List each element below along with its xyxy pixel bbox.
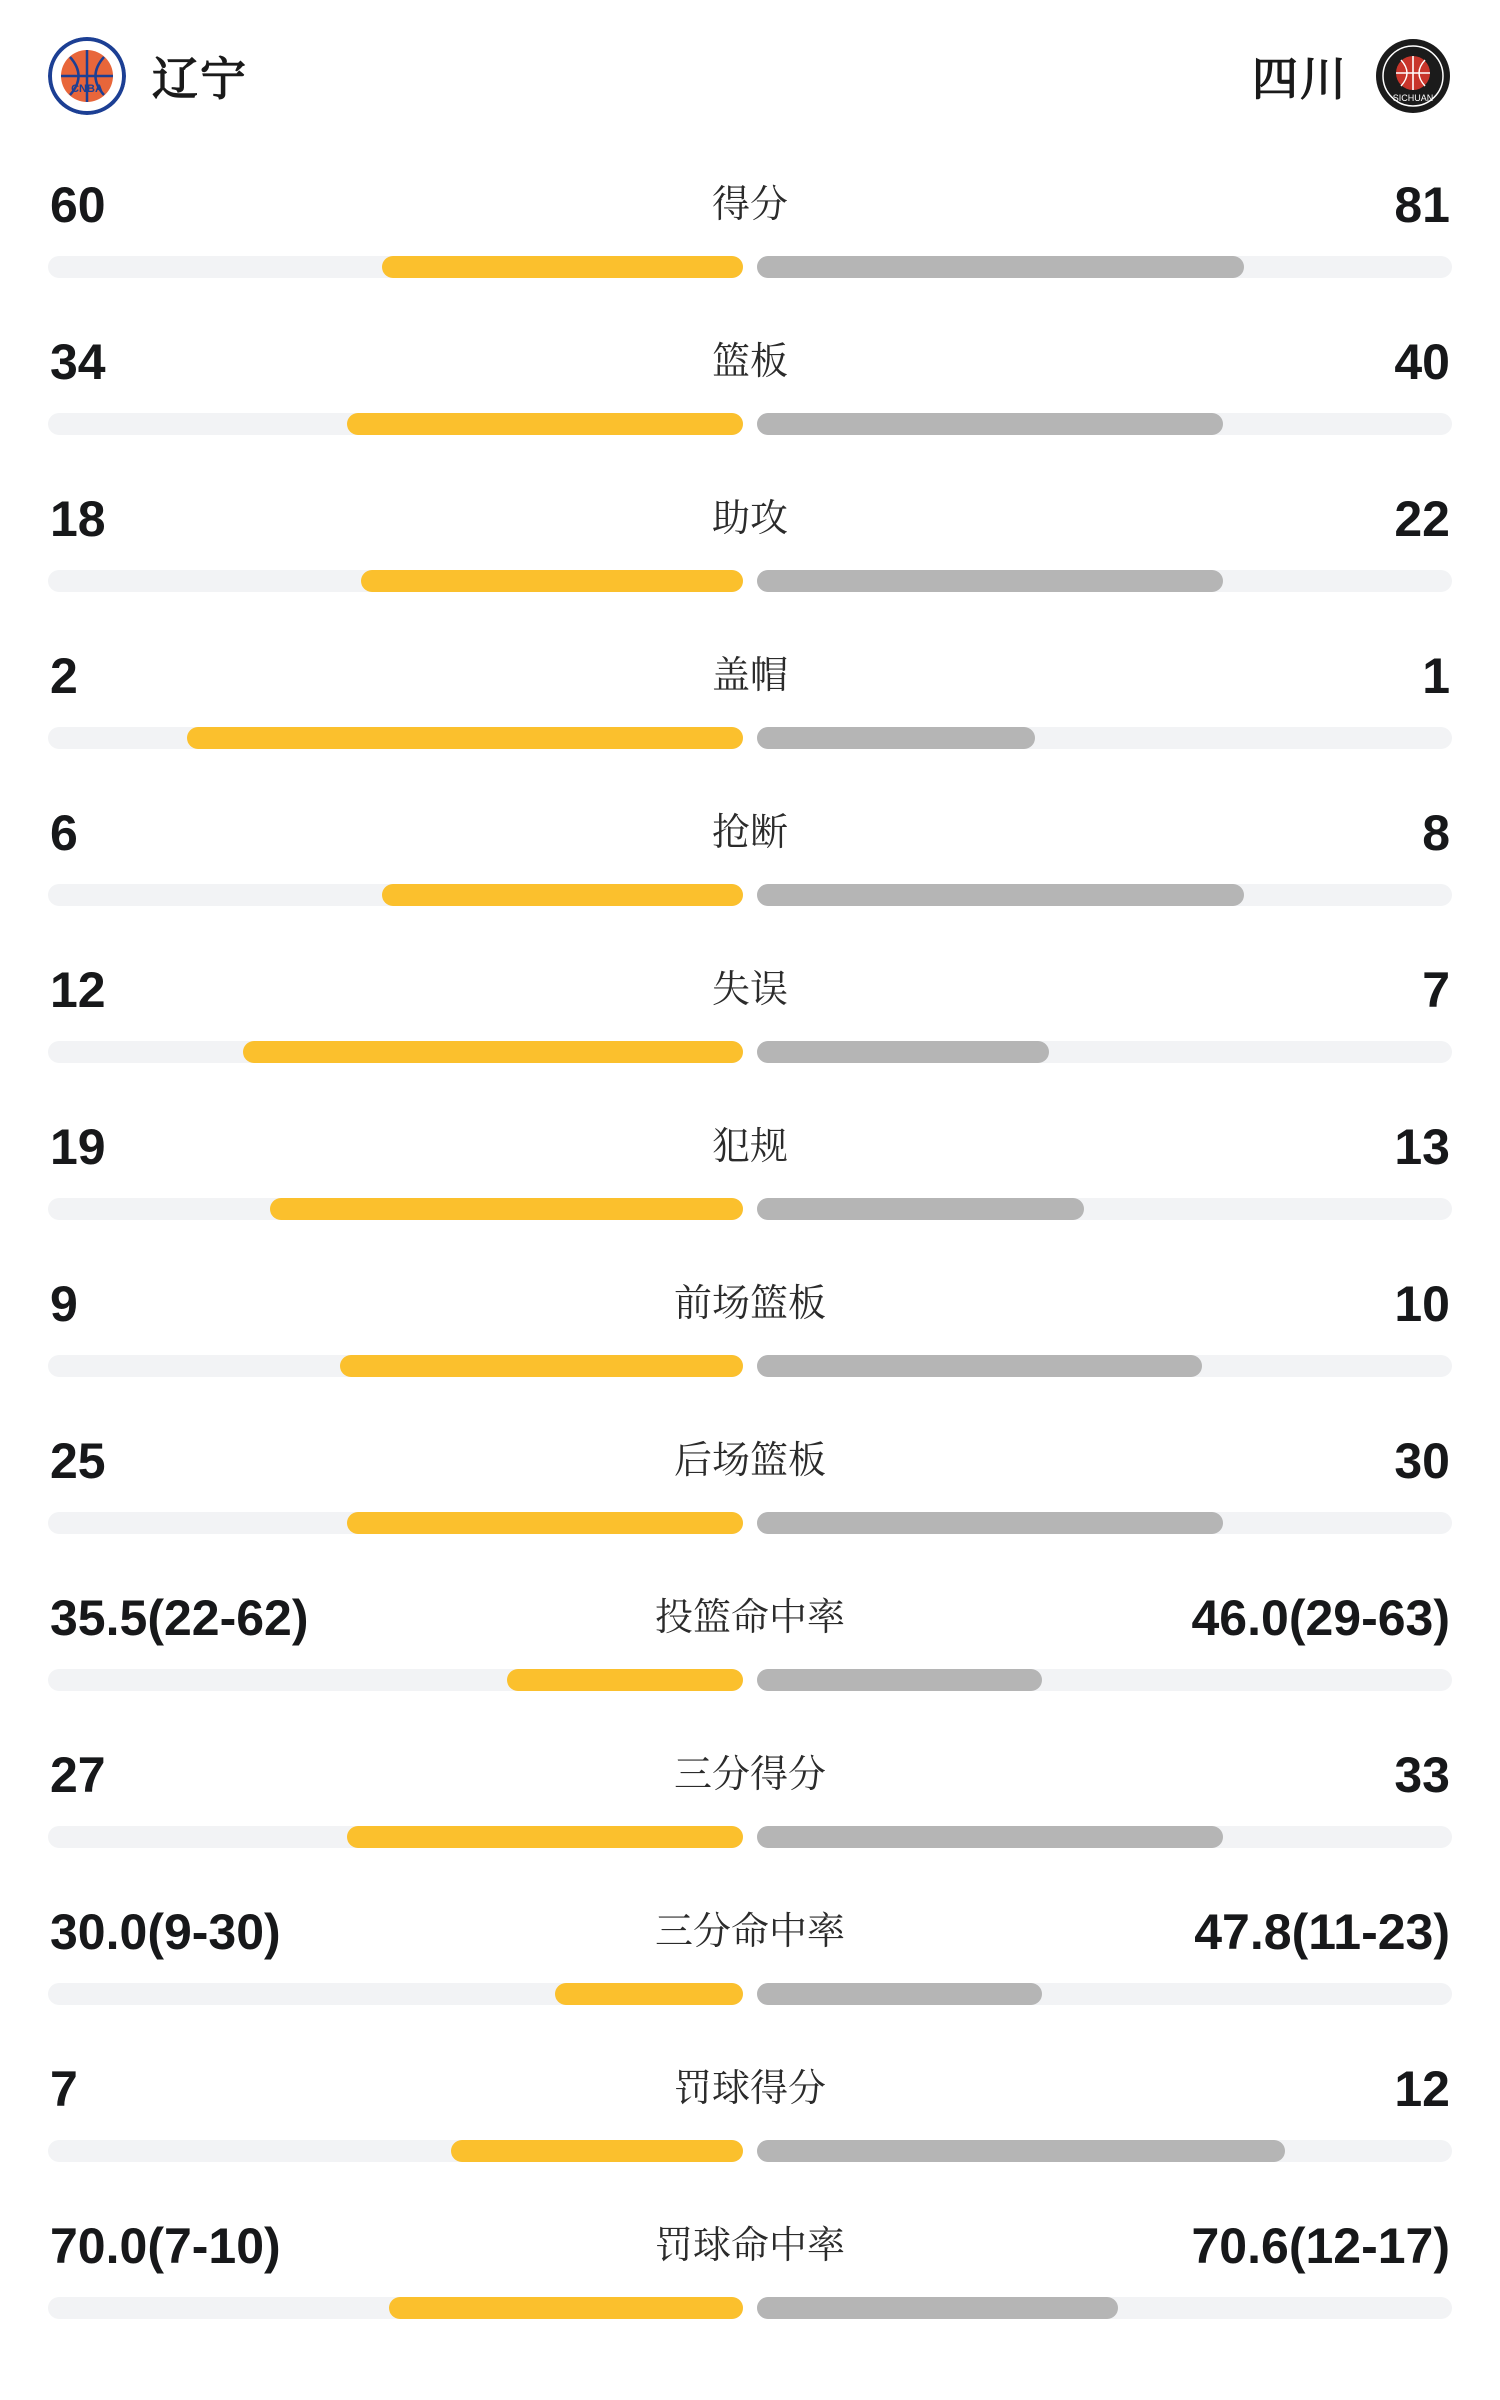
home-stat-value: 2 [50,648,78,704]
away-stat-value: 8 [1422,805,1450,861]
stat-bars [48,1826,1452,1848]
home-bar-fill [187,727,743,749]
stat-bars [48,570,1452,592]
away-bar-fill [757,884,1243,906]
home-bar-fill [382,256,743,278]
stat-row-values [48,1583,1452,1653]
home-bar-fill [451,2140,743,2162]
stat-label: 助攻 [711,498,788,540]
away-bar-fill [757,2297,1118,2319]
stat-row-values [48,1426,1452,1496]
home-stat-value: 6 [50,805,78,861]
stat-bars [48,256,1452,278]
stat-row-values [48,327,1452,397]
away-stat-value: 22 [1394,491,1450,547]
stat-bars [48,727,1452,749]
stat-row [48,1251,1452,1408]
away-stat-value: 30 [1394,1433,1450,1489]
stat-label: 抢断 [711,812,788,854]
away-bar-fill [757,1512,1223,1534]
away-stat-value: 46.0(29-63) [1191,1590,1450,1646]
teams-header [48,0,1452,152]
stat-row [48,1879,1452,2036]
home-stat-value: 12 [50,962,106,1018]
stat-label: 后场篮板 [673,1440,826,1482]
stat-row [48,2193,1452,2350]
away-bar-fill [757,1826,1223,1848]
home-bar-fill [361,570,743,592]
stat-row [48,780,1452,937]
away-stat-value: 33 [1394,1747,1450,1803]
sichuan-logo-icon [1374,37,1452,115]
stat-label: 三分得分 [673,1754,826,1796]
home-bar-track [48,884,743,906]
home-bar-track [48,2297,743,2319]
stat-label: 盖帽 [711,655,788,697]
home-bar-track [48,727,743,749]
stat-row-values [48,1112,1452,1182]
home-bar-fill [347,413,743,435]
away-stat-value: 40 [1394,334,1450,390]
stat-bars [48,1669,1452,1691]
away-bar-track [757,2140,1452,2162]
liaoning-logo-icon [48,37,126,115]
stat-row-values [48,484,1452,554]
stat-row [48,309,1452,466]
stat-label: 罚球得分 [673,2068,826,2110]
stat-label: 失误 [711,969,788,1011]
away-team [1252,37,1452,115]
home-bar-fill [382,884,743,906]
away-stat-value: 47.8(11-23) [1194,1904,1450,1960]
home-stat-value: 19 [50,1119,106,1175]
svg-text:CNBA: CNBA [71,83,103,95]
away-bar-track [757,727,1452,749]
home-bar-track [48,1826,743,1848]
away-bar-fill [757,1355,1202,1377]
away-stat-value: 13 [1394,1119,1450,1175]
away-stat-value: 70.6(12-17) [1191,2218,1450,2274]
stat-label: 三分命中率 [654,1911,845,1953]
home-stat-value: 30.0(9-30) [50,1904,281,1960]
stat-label: 篮板 [711,341,788,383]
stat-row [48,1094,1452,1251]
home-bar-track [48,1669,743,1691]
away-bar-track [757,1669,1452,1691]
stat-row [48,152,1452,309]
away-stat-value: 81 [1394,177,1450,233]
stat-bars [48,2297,1452,2319]
home-stat-value: 34 [50,334,106,390]
home-stat-value: 60 [50,177,106,233]
away-bar-track [757,570,1452,592]
away-bar-fill [757,256,1243,278]
away-bar-track [757,256,1452,278]
stat-row-values [48,955,1452,1025]
home-bar-track [48,1041,743,1063]
stat-row [48,937,1452,1094]
home-bar-track [48,1198,743,1220]
stat-row-values [48,1269,1452,1339]
stat-row [48,1408,1452,1565]
stat-row-values [48,2211,1452,2281]
home-bar-fill [389,2297,743,2319]
stat-row [48,2036,1452,2193]
home-bar-fill [340,1355,743,1377]
home-bar-fill [555,1983,743,2005]
home-bar-fill [347,1512,743,1534]
away-bar-fill [757,570,1223,592]
away-bar-track [757,884,1452,906]
svg-text:SICHUAN: SICHUAN [1392,93,1434,103]
stat-row-values [48,2054,1452,2124]
stat-bars [48,1355,1452,1377]
away-stat-value: 1 [1422,648,1450,704]
home-bar-track [48,1983,743,2005]
stat-row [48,1565,1452,1722]
away-bar-fill [757,1983,1042,2005]
stat-bars [48,2140,1452,2162]
away-bar-track [757,1041,1452,1063]
home-bar-fill [243,1041,743,1063]
home-stat-value: 25 [50,1433,106,1489]
home-bar-fill [507,1669,743,1691]
stat-bars [48,1041,1452,1063]
away-stat-value: 12 [1394,2061,1450,2117]
home-bar-track [48,2140,743,2162]
stat-bars [48,1983,1452,2005]
home-bar-fill [347,1826,743,1848]
home-bar-track [48,1512,743,1534]
away-bar-track [757,413,1452,435]
home-bar-track [48,570,743,592]
stat-label: 得分 [711,184,788,226]
stat-row [48,1722,1452,1879]
away-stat-value: 7 [1422,962,1450,1018]
away-bar-fill [757,1041,1049,1063]
away-bar-fill [757,1198,1084,1220]
away-bar-track [757,1826,1452,1848]
stats-rows [48,152,1452,2350]
stat-label: 罚球命中率 [654,2225,845,2267]
home-stat-value: 70.0(7-10) [50,2218,281,2274]
home-bar-track [48,413,743,435]
stat-bars [48,413,1452,435]
home-stat-value: 9 [50,1276,78,1332]
stat-label: 前场篮板 [673,1283,826,1325]
home-bar-track [48,256,743,278]
home-stat-value: 7 [50,2061,78,2117]
home-team-name: 辽宁 [152,53,248,105]
stat-label: 犯规 [711,1126,788,1168]
away-team-name: 四川 [1252,53,1348,105]
away-bar-track [757,1355,1452,1377]
home-bar-fill [270,1198,743,1220]
away-bar-fill [757,413,1223,435]
home-bar-track [48,1355,743,1377]
stat-row-values [48,1897,1452,1967]
home-stat-value: 18 [50,491,106,547]
stat-bars [48,884,1452,906]
stat-bars [48,1512,1452,1534]
stat-row [48,466,1452,623]
stat-bars [48,1198,1452,1220]
home-stat-value: 35.5(22-62) [50,1590,309,1646]
stat-row-values [48,1740,1452,1810]
away-bar-track [757,2297,1452,2319]
away-bar-fill [757,2140,1285,2162]
away-bar-track [757,1512,1452,1534]
stat-label: 投篮命中率 [654,1597,845,1639]
stat-row [48,623,1452,780]
stat-row-values [48,170,1452,240]
home-team [48,37,248,115]
stat-row-values [48,641,1452,711]
home-stat-value: 27 [50,1747,106,1803]
away-stat-value: 10 [1394,1276,1450,1332]
stat-row-values [48,798,1452,868]
away-bar-fill [757,727,1035,749]
away-bar-fill [757,1669,1042,1691]
away-bar-track [757,1198,1452,1220]
away-bar-track [757,1983,1452,2005]
